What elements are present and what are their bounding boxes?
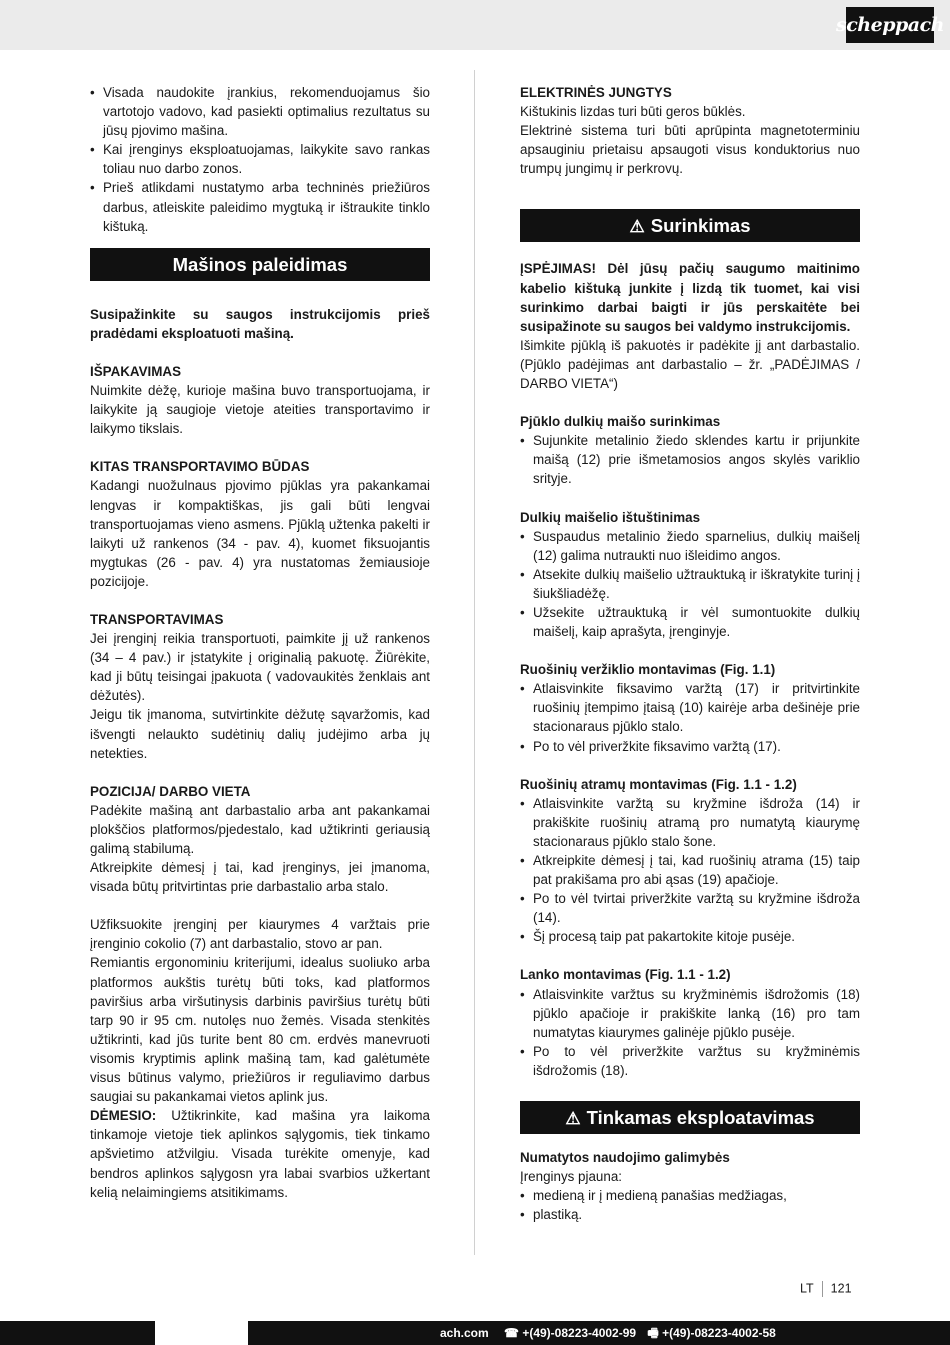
- top-bullet-list: [90, 83, 430, 236]
- list-item: • Atlaisvinkite fiksavimo varžtą (17) ir pritvirtinkite ruošinių įtempimo įtaisą (10) kairėje arba dešinėje prie stacionaraus pjūklo stalo.: [520, 679, 860, 736]
- intended-use-text: Įrenginys pjauna:: [520, 1169, 622, 1185]
- phone-number: +(49)-08223-4002-99: [522, 1326, 637, 1340]
- transport-text: Jei įrenginį reikia transportuoti, paimkite jį už rankenos (34 – 4 pav.) ir įstatykite į originalią pakuotę. Žiūrėkite, kad ji būtų teisingai įpakuota ( vadovaukitės ženklais ant dėžutės).: [90, 631, 430, 704]
- position-text: Atkreipkite dėmesį į tai, kad įrenginys, jei įmanoma, visada būtų pritvirtintas prie darbastalio arba stalo.: [90, 860, 430, 895]
- transport-text: Jeigu tik įmanoma, sutvirtinkite dėžutę sąvaržomis, kad išvengti nelaukto sudėtinių dalių judėjimo arba jų netekties.: [90, 707, 430, 761]
- list-item: • Po to vėl priveržkite varžtus su kryžminėmis išdrožomis (18).: [520, 1042, 860, 1080]
- empty-bag-heading: Dulkių maišelio ištuštinimas: [520, 509, 701, 525]
- plate-list: [520, 985, 860, 1080]
- list-item: • medieną ir į medieną panašias medžiagas,: [520, 1186, 860, 1205]
- electric-text: Kištukinis lizdas turi būti geros būklės.: [520, 104, 746, 120]
- header-bar: [0, 0, 950, 50]
- section-heading-label: Tinkamas eksploatavimas: [586, 1107, 815, 1129]
- list-item: • Visada naudokite įrankius, rekomenduojamus šio vartotojo vadovo, kad pasiekti optimalius rezultatus su jūsų pjovimo mašina.: [90, 83, 430, 140]
- other-transport-heading: KITAS TRANSPORTAVIMO BŪDAS: [90, 459, 310, 475]
- dustbag-heading: Pjūklo dulkių maišo surinkimas: [520, 414, 721, 430]
- list-item: • Prieš atlikdami nustatymo arba techninės priežiūros darbus, atleiskite paleidimo mygtuką ir ištraukite tinklo kištuką.: [90, 178, 430, 235]
- unpack-text: Nuimkite dėžę, kurioje mašina buvo transportuojama, ir laikykite ją saugioje vietoje ateities transportavimo ir laikymo tikslais.: [90, 383, 430, 437]
- list-item: • Suspaudus metalinio žiedo sparnelius, dulkių maišelį (12) galima nutraukti nuo išleidimo angos.: [520, 527, 860, 565]
- clamp-list: [520, 679, 860, 755]
- phone-icon: ☎: [504, 1326, 519, 1340]
- unpack-heading: IŠPAKAVIMAS: [90, 363, 182, 379]
- list-item: • Atsekite dulkių maišelio užtrauktuką ir iškratykite turinį į šiukšliadėžę.: [520, 565, 860, 603]
- fax-icon: 🖷: [647, 1326, 659, 1340]
- language-code: LT: [800, 1281, 814, 1296]
- position-text: Užfiksuokite įrenginį per kiaurymes 4 varžtais prie įrenginio cokolio (7) ant darbastalio, stovo ar pan.: [90, 917, 430, 952]
- list-item: • Po to vėl priveržkite fiksavimo varžtą (17).: [520, 737, 860, 756]
- list-item: • Atlaisvinkite varžtą su kryžmine išdroža (14) ir prakiškite ruošinių atramą pro numatytą kiaurymę stacionaraus pjūklo stalo šone.: [520, 794, 860, 851]
- clamp-heading: Ruošinių veržiklio montavimas (Fig. 1.1): [520, 662, 776, 678]
- position-text: Remiantis ergonominiu kriterijumi, idealus suoliuko arba platformos aukštis turėtų būti toks, kad platformos paviršius arba viršutinysis darbinis paviršius turėtų būti tarp 90 ir 95 cm. nutolęs nuo žemės. Visada stenkitės užtikrinti, kad jūs turite bent 80 cm. erdvės manevruoti visomis kryptimis aplink mašiną tam, kad galėtumėte visus būtinus valymo, priežiūros ir reguliavimo darbus saugiai su pakankamai vietos aplink jus.: [90, 955, 430, 1105]
- right-column: [520, 83, 860, 1224]
- warning-triangle-icon: ⚠: [565, 1109, 581, 1129]
- position-heading: POZICIJA/ DARBO VIETA: [90, 783, 251, 799]
- list-item: • Šį procesą taip pat pakartokite kitoje pusėje.: [520, 927, 860, 946]
- position-text: Padėkite mašiną ant darbastalio arba ant pakankamai plokščios platformos/pjedestalo, kad užtikrinti geriausią galimą stabilumą.: [90, 802, 430, 856]
- list-item: • Užsekite užtrauktuką ir vėl sumontuokite dulkių maišelį, kaip aprašyta, įrenginyje.: [520, 603, 860, 641]
- list-item: • Atkreipkite dėmesį į tai, kad ruošinių atrama (15) taip pat prakišama pro abi ąsas (19) apačioje.: [520, 851, 860, 889]
- left-column: [90, 83, 430, 1202]
- list-item: • Kai įrenginys eksploatuojamas, laikykite savo rankas toliau nuo darbo zonos.: [90, 140, 430, 178]
- website-text: ach.com: [440, 1326, 489, 1340]
- list-item: • plastiką.: [520, 1205, 860, 1224]
- electric-heading: ELEKTRINĖS JUNGTYS: [520, 85, 672, 100]
- fax-number: +(49)-08223-4002-58: [662, 1326, 776, 1340]
- attention-paragraph: [90, 1106, 430, 1201]
- list-item: • Po to vėl tvirtai priveržkite varžtą su kryžmine išdroža (14).: [520, 889, 860, 927]
- warning-text: Išimkite pjūklą iš pakuotės ir padėkite jį ant darbastalio. (Pjūklo padėjimas ant darbastalio – žr. „PADĖJIMAS / DARBO VIETA“): [520, 337, 860, 392]
- warning-bold-text: ĮSPĖJIMAS! Dėl jūsų pačių saugumo maitinimo kabelio kištuką junkite į lizdą tik tuomet, kai visi surinkimo darbai baigti ir jūs perskaitėte bei susipažinote su saugos bei valdymo instrukcijomis.: [520, 261, 860, 334]
- section-heading-usage: [520, 1101, 860, 1134]
- list-item: • Sujunkite metalinio žiedo sklendes kartu ir prijunkite maišą (12) prie išmetamosios angos skylės variklio srityje.: [520, 431, 860, 488]
- intro-bold-text: Susipažinkite su saugos instrukcijomis prieš pradėdami eksploatuoti mašiną.: [90, 306, 430, 341]
- attention-label: DĖMESIO:: [90, 1108, 157, 1124]
- list-item: • Atlaisvinkite varžtus su kryžminėmis išdrožomis (18) pjūklo apačioje ir prakiškite lanką (16) pro tam numatytas kiaurymes galinėje pjūklo pusėje.: [520, 985, 860, 1042]
- other-transport-text: Kadangi nuožulnaus pjovimo pjūklas yra pakankamai lengvas ir kompaktiškas, jis gali būti lengvai transportuojamas vieno asmens. Pjūklą užtenka pakelti ir laikyti už rankenos (34 - pav. 4), kuomet fiksuojantis mygtukas (26 - pav. 4) yra nustatomas žemiausioje pozicijoje.: [90, 478, 430, 589]
- dustbag-list: [520, 431, 860, 488]
- contact-info: [440, 1321, 776, 1345]
- intended-use-list: [520, 1186, 860, 1224]
- warning-triangle-icon: ⚠: [629, 217, 645, 237]
- electric-text: Elektrinė sistema turi būti aprūpinta magnetoterminiu apsauginiu prietaisu apsaugoti visus konduktorius nuo trumpų jungimų ir perkrovų.: [520, 123, 860, 177]
- page-number: 121: [830, 1281, 852, 1296]
- plate-heading: Lanko montavimas (Fig. 1.1 - 1.2): [520, 967, 731, 983]
- page-footer: [800, 1281, 852, 1297]
- footer-separator: [822, 1281, 823, 1297]
- attention-text: Užtikrinkite, kad mašina yra laikoma tinkamoje vietoje tiek aplinkos sąlygomis, tiek tinkamo apšvietimo atžvilgiu. Visada turėkite omenyje, kad bendros aplinkos sąlygosn yra labai svarbios užkertant kelią nelaimingiems atsitikimams.: [90, 1108, 430, 1200]
- column-divider: [474, 70, 475, 1255]
- brand-logo: scheppach: [846, 7, 934, 43]
- section-heading-machine-start: Mašinos paleidimas: [90, 248, 430, 281]
- section-heading-assembly: [520, 209, 860, 242]
- bottom-bar-gap: [155, 1321, 248, 1345]
- support-heading: Ruošinių atramų montavimas (Fig. 1.1 - 1.2): [520, 776, 797, 792]
- intended-use-heading: Numatytos naudojimo galimybės: [520, 1150, 730, 1166]
- empty-bag-list: [520, 527, 860, 642]
- section-heading-label: Surinkimas: [650, 215, 751, 237]
- transport-heading: TRANSPORTAVIMAS: [90, 611, 224, 627]
- support-list: [520, 794, 860, 947]
